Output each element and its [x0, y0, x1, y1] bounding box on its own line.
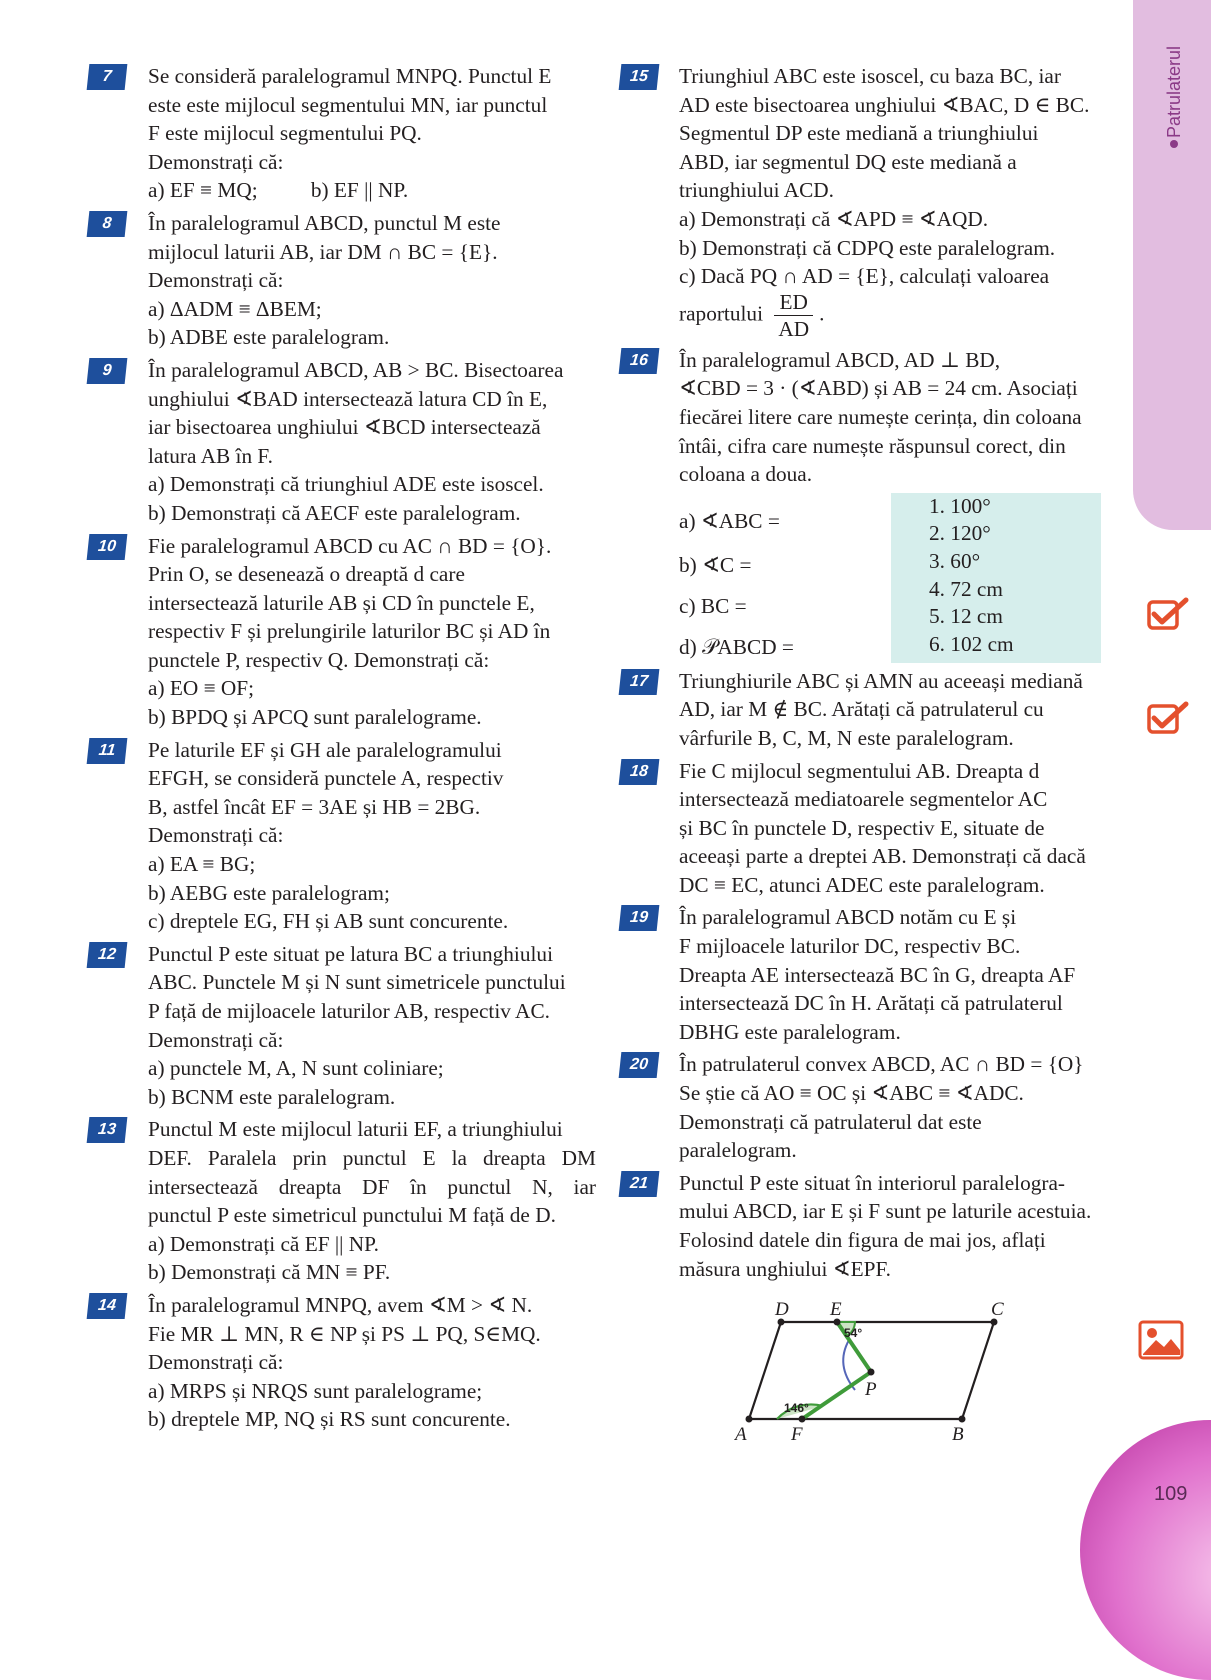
ratio-label: raportului [679, 301, 763, 326]
problem-text: paralelogram. [679, 1138, 797, 1163]
angle-54-label: 54° [844, 1326, 863, 1340]
problem-text: a) ΔADM ≡ ΔBEM; [148, 296, 322, 321]
problem-10 [97, 532, 596, 732]
problem-text: măsura unghiului ∢EPF. [679, 1256, 891, 1281]
problem-number: 9 [87, 358, 128, 384]
problem-text: c) Dacă PQ ∩ AD = {E}, calculați valoarea [679, 264, 1050, 289]
problem-text: unghiului ∢BAD intersectează latura CD în E, [148, 386, 548, 411]
answer-option: 6. 102 cm [929, 631, 1014, 656]
matching-exercise [679, 493, 1124, 663]
problem-text: Punctul M este mijlocul laturii EF, a triunghiului [148, 1117, 563, 1142]
answer-options-box [891, 493, 1101, 663]
problem-text: F este mijlocul segmentului PQ. [148, 121, 422, 146]
problem-number: 15 [619, 64, 660, 90]
problem-8 [101, 209, 596, 352]
problem-text: întâi, cifra care numește răspunsul corect, din [679, 433, 1066, 458]
problem-text: ABC. Punctele M și N sunt simetricele punctului [148, 970, 566, 995]
label-a: A [735, 1424, 747, 1445]
problem-number: 11 [87, 738, 128, 764]
ratio-numerator: ED [774, 289, 813, 316]
problem-number: 8 [87, 211, 128, 237]
label-c: C [991, 1299, 1004, 1320]
problem-number: 7 [87, 64, 128, 90]
problem-text: Triunghiurile ABC și AMN au aceeași mediană [679, 668, 1083, 693]
problem-text: vârfurile B, C, M, N este paralelogram. [679, 725, 1014, 750]
problem-text: este este mijlocul segmentului MN, iar punctul [148, 92, 548, 117]
problem-21 [629, 1169, 1124, 1283]
page-corner-decoration [1080, 1420, 1211, 1680]
problem-text: b) Demonstrați că CDPQ este paralelogram. [679, 235, 1056, 260]
problem-text: a) Demonstrați că ∢APD ≡ ∢AQD. [679, 206, 989, 231]
problem-text: coloana a doua. [679, 462, 813, 487]
problem-text: a) Demonstrați că EF || NP. [148, 1231, 379, 1256]
problem-text: intersectează laturile AB și CD în punctele E, [148, 590, 535, 615]
problem-text: a) EO ≡ OF; [148, 676, 255, 701]
problem-text: b) Demonstrați că AECF este paralelogram. [148, 500, 521, 525]
problem-text: Se consideră paralelogramul MNPQ. Punctul E [148, 64, 552, 88]
problem-text: F mijloacele laturilor DC, respectiv BC. [679, 934, 1021, 959]
answer-option: 5. 12 cm [929, 604, 1003, 629]
problem-19 [629, 903, 1124, 1046]
problem-text: punctele P, respectiv Q. Demonstrați că: [148, 647, 490, 672]
problem-text: intersectează dreapta DF în punctul N, iar [148, 1174, 596, 1199]
problem-text: b) AEBG este paralelogram; [148, 880, 390, 905]
ratio-end: . [819, 301, 825, 326]
problem-text: Dreapta AE intersectează BC în G, dreapta AF [679, 962, 1076, 987]
answer-option: 2. 120° [929, 521, 991, 546]
ratio-fraction [774, 289, 813, 342]
problem-text: Demonstrați că: [148, 823, 284, 848]
problem-number: 12 [87, 942, 128, 968]
problem-14 [97, 1291, 596, 1434]
problem-text: a) punctele M, A, N sunt coliniare; [148, 1056, 444, 1081]
problem-text: În paralelogramul ABCD notăm cu E și [679, 905, 1017, 930]
problem-text: b) Demonstrați că MN ≡ PF. [148, 1260, 391, 1285]
problem-number: 17 [619, 669, 660, 695]
right-column [629, 62, 1124, 1287]
point-p [868, 1369, 875, 1376]
problem-text: și BC în punctele D, respectiv E, situate de [679, 815, 1045, 840]
label-d: D [775, 1299, 789, 1320]
problem-text: Fie paralelogramul ABCD cu AC ∩ BD = {O}. [148, 533, 552, 558]
problem-text: B, astfel încât EF = 3AE și HB = 2BG. [148, 794, 481, 819]
problem-text: intersectează mediatoarele segmentelor AC [679, 787, 1048, 812]
problem-text: Segmentul DP este mediană a triunghiului [679, 121, 1039, 146]
problem-text: Demonstrați că: [148, 1350, 284, 1375]
problem-number: 13 [87, 1117, 128, 1143]
problem-text: mului ABCD, iar E și F sunt pe laturile acestuia. [679, 1199, 1092, 1224]
problem-text: fiecărei litere care numește cerința, din coloana [679, 404, 1082, 429]
matching-question: a) ∢ABC = [679, 508, 780, 533]
problem-text: triunghiului ACD. [679, 178, 835, 203]
point-a [746, 1416, 753, 1423]
ratio-line [679, 289, 1124, 342]
problem-text: latura AB în F. [148, 443, 273, 468]
problem-text: DBHG este paralelogram. [679, 1019, 901, 1044]
checkbox-icon [1146, 700, 1190, 736]
problem-text: Punctul P este situat în interiorul paralelogra- [679, 1170, 1066, 1195]
problem-text: Punctul P este situat pe latura BC a triunghiului [148, 941, 553, 966]
matching-question: d) 𝒫ABCD = [679, 634, 794, 659]
problem-7 [101, 62, 596, 205]
problem-text: intersectează DC în H. Arătați că patrulaterul [679, 991, 1063, 1016]
problem-text: AD este bisectoarea unghiului ∢BAC, D ∈ BC. [679, 92, 1090, 117]
problem-text: AD, iar M ∉ BC. Arătați că patrulaterul cu [679, 697, 1044, 722]
problem-number: 16 [619, 348, 660, 374]
problem-11 [97, 736, 596, 936]
answer-option: 1. 100° [929, 493, 991, 518]
problem-text: În paralelogramul ABCD, AB > BC. Bisectoarea [148, 357, 564, 382]
problem-15 [629, 62, 1124, 342]
problem-text: b) dreptele MP, NQ și RS sunt concurente. [148, 1407, 511, 1432]
problem-number: 10 [87, 534, 128, 560]
problem-text: a) EA ≡ BG; [148, 852, 256, 877]
problem-text: c) dreptele EG, FH și AB sunt concurente. [148, 909, 509, 934]
problem-text: a) EF ≡ MQ; b) EF || NP. [148, 178, 409, 203]
problem-text: În paralelogramul MNPQ, avem ∢M > ∢ N. [148, 1292, 533, 1317]
problem-number: 18 [619, 759, 660, 785]
label-p: P [865, 1379, 877, 1400]
problem-text: Demonstrați că: [148, 268, 284, 293]
problem-number: 21 [619, 1171, 660, 1197]
answer-option: 3. 60° [929, 548, 981, 573]
problem-text: În patrulaterul convex ABCD, AC ∩ BD = {O} [679, 1052, 1084, 1077]
problem-text: ABD, iar segmentul DQ este mediană a [679, 149, 1017, 174]
problem-text: Demonstrați că: [148, 149, 284, 174]
problem-text: b) BCNM este paralelogram. [148, 1084, 396, 1109]
image-icon [1138, 1320, 1184, 1360]
problem-18 [629, 757, 1124, 900]
point-b [959, 1416, 966, 1423]
problem-text: În paralelogramul ABCD, AD ⊥ BD, [679, 347, 1001, 372]
matching-question: c) BC = [679, 593, 747, 618]
problem-number: 14 [87, 1293, 128, 1319]
point-f [799, 1416, 806, 1423]
problem-text: Demonstrați că patrulaterul dat este [679, 1109, 982, 1134]
angle-146-label: 146° [784, 1401, 809, 1415]
problem-text: Triunghiul ABC este isoscel, cu baza BC, iar [679, 64, 1061, 88]
label-f: F [791, 1424, 803, 1445]
problem-text: aceeași parte a dreptei AB. Demonstrați că dacă [679, 844, 1086, 869]
ratio-denominator: AD [778, 316, 810, 341]
problem-text: DEF. Paralela prin punctul E la dreapta DM [148, 1145, 596, 1170]
label-e: E [830, 1299, 842, 1320]
matching-question: b) ∢C = [679, 552, 752, 577]
page-number: 109 [1154, 1483, 1188, 1505]
problem-20 [629, 1050, 1124, 1164]
problem-text: a) Demonstrați că triunghiul ADE este isoscel. [148, 472, 544, 497]
problem-text: iar bisectoarea unghiului ∢BCD intersectează [148, 415, 541, 440]
problem-text: Prin O, se desenează o dreaptă d care [148, 562, 465, 587]
problem-number: 20 [619, 1052, 660, 1078]
problem-text: Folosind datele din figura de mai jos, aflați [679, 1228, 1046, 1252]
problem-text: Se știe că AO ≡ OC și ∢ABC ≡ ∢ADC. [679, 1081, 1024, 1106]
problem-text: b) ADBE este paralelogram. [148, 325, 390, 350]
checkbox-icon [1146, 596, 1190, 632]
problem-text: ∢CBD = 3 · (∢ABD) și AB = 24 cm. Asociați [679, 376, 1078, 401]
label-b: B [952, 1424, 964, 1445]
left-column [97, 62, 596, 1438]
problem-text: Fie MR ⊥ MN, R ∈ NP și PS ⊥ PQ, S∈MQ. [148, 1321, 541, 1346]
problem-number: 19 [619, 905, 660, 931]
problem-text: EFGH, se consideră punctele A, respectiv [148, 766, 504, 791]
problem-text: P față de mijloacele laturilor AB, respectiv AC. [148, 999, 550, 1023]
chapter-title: Patrulaterul [1164, 45, 1184, 138]
problem-text: Demonstrați că: [148, 1027, 284, 1052]
problem-text: mijlocul laturii AB, iar DM ∩ BC = {E}. [148, 239, 498, 264]
problem-text: a) MRPS și NRQS sunt paralelograme; [148, 1378, 483, 1403]
answer-option: 4. 72 cm [929, 576, 1003, 601]
problem-16 [629, 346, 1124, 663]
problem-text: Pe laturile EF și GH ale paralelogramului [148, 737, 502, 762]
problem-13 [97, 1115, 596, 1287]
problem-text: În paralelogramul ABCD, punctul M este [148, 210, 501, 235]
chapter-bullet [1170, 140, 1178, 148]
problem-text: respectiv F și prelungirile laturilor BC și AD în [148, 619, 551, 644]
problem-9 [101, 356, 596, 528]
problem-text: b) BPDQ și APCQ sunt paralelograme. [148, 705, 482, 730]
problem-text: DC ≡ EC, atunci ADEC este paralelogram. [679, 872, 1045, 897]
problem-text: punctul P este simetricul punctului M față de D. [148, 1203, 556, 1228]
parallelogram-figure [725, 1295, 1025, 1445]
problem-text: Fie C mijlocul segmentului AB. Dreapta d [679, 758, 1040, 783]
problem-17 [629, 667, 1124, 753]
problem-12 [97, 940, 596, 1112]
